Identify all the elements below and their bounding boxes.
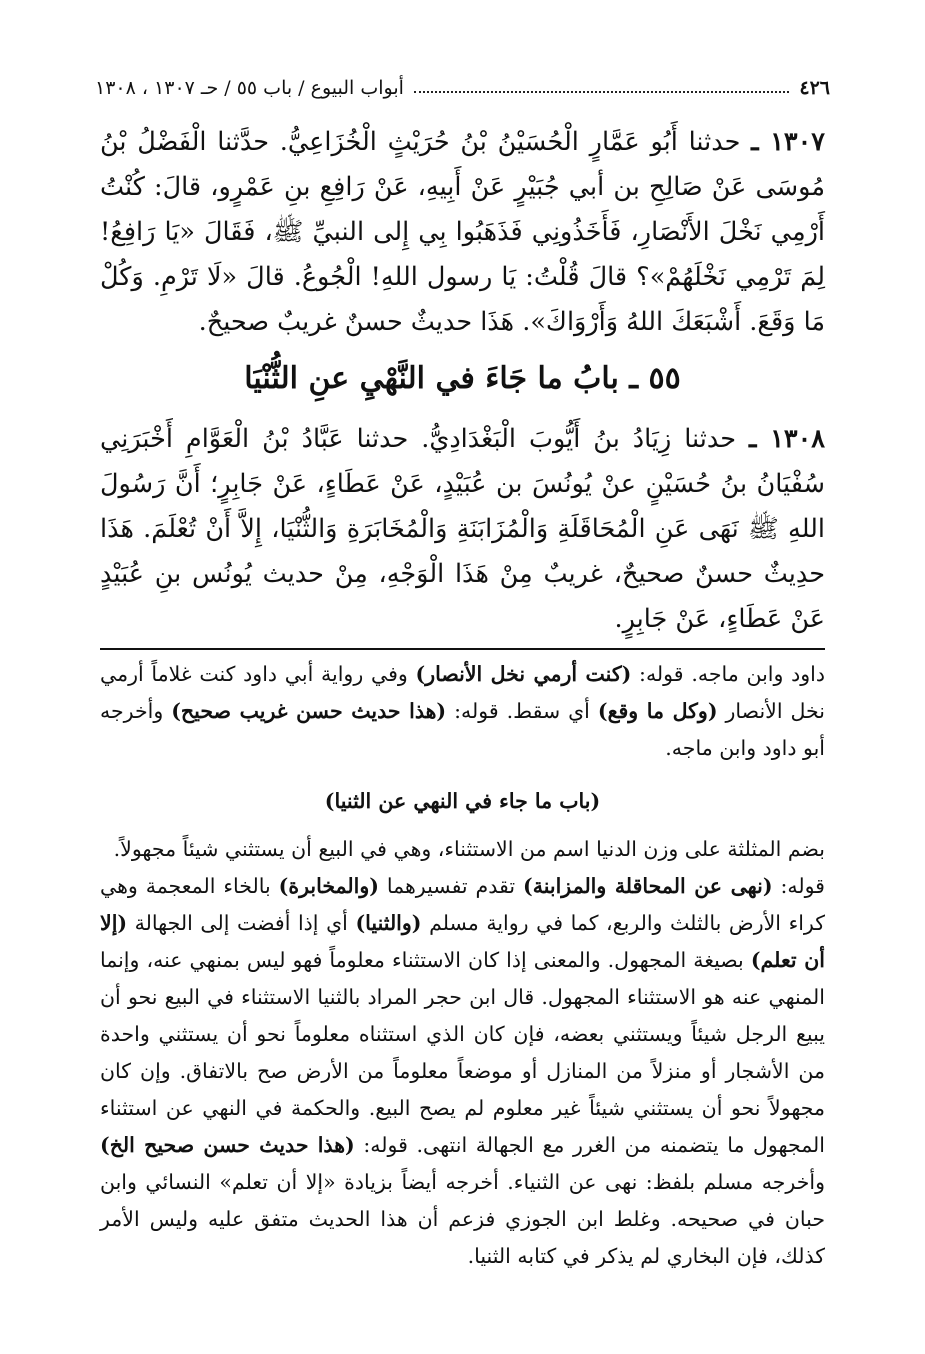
commentary-quote: (كنت أرمي نخل الأنصار)	[415, 662, 632, 686]
commentary-quote: (هذا حديث حسن صحيح الخ)	[100, 1133, 355, 1157]
hadith-number: ١٣٠٨ ـ	[749, 424, 826, 454]
commentary-text: وأخرجه مسلم بلفظ: نهى عن الثنياء. أخرجه أيضاً بزيادة «إلا أن تعلم» النسائي وابن حبان في صحيحه. وغلط ابن الجوزي فزعم أن هذا الحديث متفق عليه وليس الأمر كذلك، فإن البخاري لم يذكر في كتابه الثنيا.	[100, 1170, 825, 1268]
commentary-quote: (نهى عن المحاقلة والمزابنة)	[523, 874, 773, 898]
commentary-subheading: (باب ما جاء في النهي عن الثنيا)	[324, 789, 601, 813]
running-header	[95, 74, 830, 102]
commentary-text: وأخرجه أبو داود وابن ماجه.	[100, 699, 825, 760]
commentary-text: داود وابن ماجه. قوله:	[631, 662, 826, 686]
commentary-text: قوله:	[772, 874, 825, 898]
running-title: أبواب البيوع / باب ٥٥ / حـ ١٣٠٧ ، ١٣٠٨	[95, 77, 404, 99]
commentary-text: بالخاء المعجمة وهي كراء الأرض بالثلث والربع، كما في رواية مسلم	[100, 874, 825, 935]
page-number: ٤٢٦	[799, 77, 830, 99]
commentary-text: أي إذا أفضت إلى الجهالة	[127, 911, 356, 935]
header-leader-dots	[414, 91, 789, 93]
commentary-quote: (والمخابرة)	[278, 874, 379, 898]
hadith-1307	[100, 120, 825, 345]
footnote-divider	[100, 648, 825, 650]
commentary-quote: (والثنيا)	[355, 911, 422, 935]
commentary-paragraph	[100, 656, 825, 767]
commentary-quote: (هذا حديث حسن غريب صحيح)	[171, 699, 447, 723]
commentary-paragraph	[100, 868, 825, 1275]
hadith-text: حدثنا زِيَادُ بنُ أَيُّوبَ الْبَغْدَادِيُّ. حدثنا عَبَّادُ بْنُ الْعَوَّامِ أَخْبَرَنِي سُفْيَانُ بنُ حُسَيْنٍ عنْ يُونُسَ بن عُبَيْدٍ، عَنْ عَطَاءٍ، عَنْ جَابِرٍ؛ أَنَّ رَسُولَ اللهِ ﷺ نَهَى عَنِ الْمُحَاقَلَةِ وَالْمُزَابَنَةِ وَالْمُخَابَرَةِ وَالثُّنْيَا، إِلاَّ أَنْ تُعْلَمَ. هَذَا حدِيثٌ حسنٌ صحيحٌ، غريبٌ مِنْ هَذَا الْوَجْهِ، مِنْ حديث يُونُس بنِ عُبَيْدٍ عَنْ عَطَاءٍ، عَنْ جَابِرٍ.	[100, 424, 825, 634]
commentary-text: تقدم تفسيرهما	[378, 874, 523, 898]
commentary-paragraph: بضم المثلثة على وزن الدنيا اسم من الاستثناء، وهي في البيع أن يستثني شيئاً مجهولاً.	[113, 837, 825, 861]
hadith-text: حدثنا أَبُو عَمَّارٍ الْحُسَيْنُ بْنُ حُرَيْثٍ الْخُزَاعِيُّ. حدَّثنا الْفَضْلُ بْنُ مُوسَى عَنْ صَالِحِ بن أبي جُبَيْرٍ عَنْ أَبِيهِ، عَنْ رَافِعِ بنِ عَمْرٍو، قالَ: كُنْتُ أَرْمِي نَخْلَ الأَنْصَارِ، فَأَخَذُونِي فَذَهَبُوا بِي إِلى النبيِّ ﷺ، فَقَالَ «يَا رَافِعُ! لِمَ تَرْمِي نَخْلَهُمْ»؟ قالَ قُلْتُ: يَا رسول اللهِ! الْجُوعُ. قالَ «لَا تَرْمِ. وَكُلْ مَا وَقَعَ. أَشْبَعَكَ اللهُ وَأَرْوَاكَ». هَذَا حديثٌ حسنٌ غريبٌ صحيحٌ.	[100, 127, 825, 337]
commentary-quote: (وكل ما وقع)	[597, 699, 718, 723]
commentary-quote: (إلا أن تعلم)	[100, 911, 825, 972]
hadith-1308	[100, 417, 825, 642]
hadith-number: ١٣٠٧ ـ	[751, 127, 825, 157]
chapter-heading: ٥٥ ـ بابُ ما جَاءَ في النَّهْيِ عنِ الثُّنْيَا	[244, 361, 681, 396]
commentary-text: أي سقط. قوله:	[446, 699, 598, 723]
main-text	[100, 120, 825, 642]
commentary	[100, 656, 825, 1275]
commentary-text: بصيغة المجهول. والمعنى إذا كان الاستثناء معلوماً فهو ليس بمنهي عنه، وإنما المنهي عنه هو الاستثناء المجهول. قال ابن حجر المراد بالثنيا الاستثناء في البيع نحو أن يبيع الرجل شيئاً ويستثني بعضه، فإن كان الذي استثناه معلوماً نحو أن يستثني واحدة من الأشجار أو منزلاً من المنازل أو موضعاً معلوماً من الأرض صح بالاتفاق. وإن كان مجهولاً نحو أن يستثني شيئاً غير معلوم لم يصح البيع. والحكمة في النهي عن استثناء المجهول ما يتضمنه من الغرر مع الجهالة انتهى. قوله:	[100, 948, 826, 1157]
commentary-text: وفي رواية أبي داود كنت غلاماً أرمي نخل الأنصار	[100, 662, 825, 723]
